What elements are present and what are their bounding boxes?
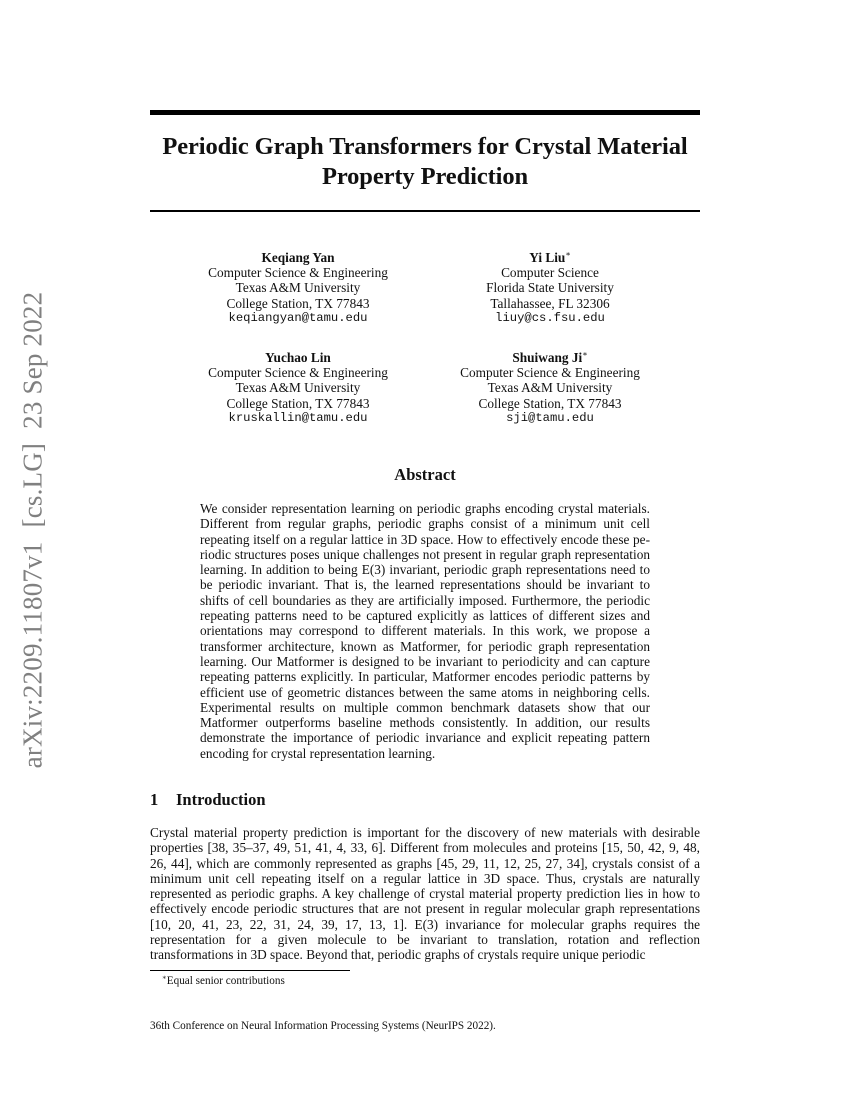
author-dept: Computer Science & Engineering [208, 265, 388, 281]
author-dept: Computer Science [501, 265, 599, 281]
author-univ: Texas A&M University [235, 380, 361, 396]
author-block [168, 350, 428, 426]
author-univ: Florida State University [486, 280, 614, 296]
footnote-rule [150, 970, 350, 971]
abstract-text: We consider representation learning on periodic graphs encoding crystal materials. Different from regular graphs, periodic graphs consist of a minimum unit cell repeating itself on a regular lattice in 3D space. How to effectively encode these periodic structures poses unique challenges not present in regular graph representation learning. In addition to being E(3) invariant, periodic graph representations need to be periodic invariant. That is, the learned representations should be invariant to shifts of cell boundaries as they are artificially imposed. Furthermore, the periodic repeating patterns need to be captured explicitly as lattices of different sizes and orientations may correspond to different materials. In this work, we propose a transformer architecture, known as Matformer, for periodic graph representation learning. Our Matformer is designed to be invariant to periodicity and can capture repeating patterns explicitly. In particular, Matformer encodes periodic patterns by efficient use of geometric distances between the same atoms in neighboring cells. Experimental results on multiple common benchmark datasets show that our Matformer outperforms baseline methods consistently. In addition, our results demonstrate the importance of periodic invariance and explicit repeating pattern encoding for crystal representation learning. [200, 501, 650, 761]
title-line-1: Periodic Graph Transformers for Crystal Material [162, 133, 688, 160]
author-email: sji@tamu.edu [506, 410, 594, 425]
author-email: kruskallin@tamu.edu [228, 410, 368, 425]
footnote-text: Equal senior contributions [166, 975, 285, 987]
title-line-2: Property Prediction [321, 163, 529, 190]
author-location: College Station, TX 77843 [226, 395, 370, 411]
section-number: 1 [150, 790, 159, 809]
title-rule-bottom [150, 210, 700, 212]
section-heading-introduction [150, 790, 266, 810]
author-univ: Texas A&M University [487, 380, 613, 396]
arxiv-stamp [18, 292, 49, 769]
author-dept: Computer Science & Engineering [208, 365, 388, 381]
footnote [162, 975, 285, 987]
author-name: Yuchao Lin [265, 350, 331, 365]
title-rule-top [150, 110, 700, 115]
author-block [420, 350, 680, 426]
author-block [168, 250, 428, 326]
author-email: liuy@cs.fsu.edu [495, 310, 605, 325]
author-email: keqiangyan@tamu.edu [228, 310, 368, 325]
author-location: College Station, TX 77843 [478, 395, 622, 411]
abstract-heading: Abstract [394, 465, 456, 484]
section-title: Introduction [176, 790, 266, 809]
footnote-mark: ∗ [162, 973, 167, 982]
arxiv-date: 23 Sep 2022 [17, 291, 48, 429]
introduction-text: Crystal material property prediction is important for the discovery of new materials with desirable properties [38, 35–37, 49, 51, 41, 4, 33, 6]. Different from molecules and proteins [15, 50, 42, 9, 48, 26, 44], which are commonly represented as graphs [45, 29, 11, 12, 25, 27, 34], crystals consist of a minimum unit cell repeating itself on a regular lattice in 3D space. Thus, crystals are naturally represented as periodic graphs. A key challenge of crystal material property prediction lies in how to effectively encode periodic structures that are not present in regular molecular graph representations [10, 20, 41, 23, 22, 31, 24, 39, 17, 13, 1]. E(3) invariance for molecular graphs requires the representation for a given molecule to be invariant to translation, rotation and reflection transformations in 3D space. Beyond that, periodic graphs of crystals require unique periodic [150, 825, 700, 963]
author-name: Keqiang Yan [261, 250, 335, 265]
arxiv-category: [cs.LG] [17, 442, 48, 528]
author-dept: Computer Science & Engineering [460, 365, 640, 381]
author-location: College Station, TX 77843 [226, 295, 370, 311]
venue-footer: 36th Conference on Neural Information Processing Systems (NeurIPS 2022). [150, 1020, 496, 1032]
arxiv-id: arXiv:2209.11807v1 [17, 541, 48, 769]
author-name: Shuiwang Ji∗ [512, 349, 588, 365]
author-univ: Texas A&M University [235, 280, 361, 296]
author-block [420, 250, 680, 326]
paper-title [150, 132, 700, 192]
author-location: Tallahassee, FL 32306 [490, 295, 610, 311]
author-name: Yi Liu∗ [529, 249, 571, 265]
